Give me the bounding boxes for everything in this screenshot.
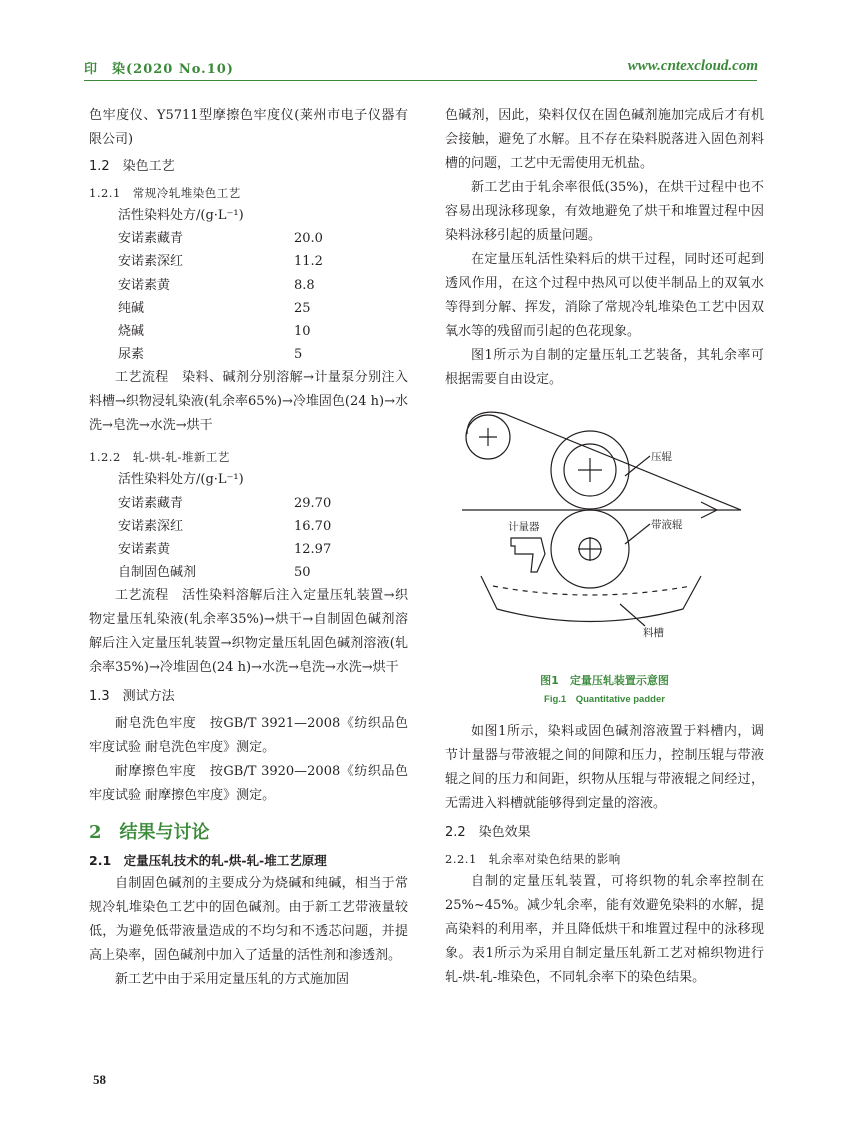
page-number: 58 (93, 1072, 106, 1087)
recipe-row (89, 515, 408, 538)
paragraph: 如图1所示，染料或固色碱剂溶液置于料槽内，调节计量器与带液辊之间的间隙和压力，控制压辊与带液辊之间的压力和间距，织物从压辊与带液辊之间经过，无需进入料槽就能够得到定量的溶液。 (445, 724, 764, 811)
label-meter: 计量器 (508, 521, 540, 533)
paragraph: 色牢度仪、Y5711型摩擦色牢度仪(莱州市电子仪器有限公司) (89, 108, 408, 147)
paragraph: 自制固色碱剂的主要成分为烧碱和纯碱，相当于常规冷轧堆染色工艺中的固色碱剂。由于新工艺带液量较低，为避免低带液量造成的不均匀和不透芯问题，并提高上染率，固色碱剂中加入了适量的活性剂和渗透剂。 (89, 876, 408, 964)
paragraph: 自制的定量压轧装置，可将织物的轧余率控制在25%~45%。减少轧余率，能有效避免染料的水解，提高染料的利用率，并且降低烘干和堆置过程中的泳移现象。表1所示为采用自制定量压轧新工艺对棉织物进行轧-烘-轧-堆染色，不同轧余率下的染色结果。 (445, 874, 764, 985)
paragraph: 耐摩擦色牢度 按GB/T 3920—2008《纺织品色牢度试验 耐摩擦色牢度》测定。 (89, 764, 408, 804)
recipe-row (89, 561, 408, 584)
paragraph: 色碱剂，因此，染料仅仅在固色碱剂施加完成后才有机会接触，避免了水解。且不存在染料脱落进入固色剂料槽的问题，工艺中无需使用无机盐。 (445, 108, 764, 171)
recipe-amount: 8.8 (294, 277, 315, 293)
recipe-amount: 25 (294, 300, 311, 316)
padder-diagram (445, 404, 764, 666)
figure-caption-cn: 图1 定量压轧装置示意图 (540, 674, 669, 687)
paragraph: 图1所示为自制的定量压轧工艺装备，其轧余率可根据需要自由设定。 (445, 348, 764, 387)
process-flow: 工艺流程 染料、碱剂分别溶解→计量泵分别注入料槽→织物浸轧染液(轧余率65%)→冷堆固色(24 h)→水洗→皂洗→水洗→烘干 (89, 370, 408, 434)
recipe-amount: 12.97 (294, 542, 332, 558)
recipe-row (89, 343, 408, 366)
paragraph: 新工艺中由于采用定量压轧的方式施加固 (115, 972, 350, 988)
chapter-heading: 2 结果与讨论 (89, 822, 210, 844)
recipe-row (89, 320, 408, 343)
recipe-row (89, 538, 408, 561)
recipe-ingredient: 安诺素深红 (118, 518, 184, 534)
recipe-amount: 5 (294, 347, 303, 363)
recipe-amount: 50 (294, 565, 311, 581)
journal-header: 印 染(2020 No.10) (84, 62, 234, 77)
paragraph: 耐皂洗色牢度 按GB/T 3921—2008《纺织品色牢度试验 耐皂洗色牢度》测定。 (89, 716, 408, 756)
paragraph: 在定量压轧活性染料后的烘干过程，同时还可起到透风作用，在这个过程中热风可以使半制品上的双氧水等得到分解、挥发，消除了常规冷轧堆染色工艺中因双氧水等的残留而引起的色花现象。 (445, 252, 764, 339)
label-trough: 料槽 (643, 627, 664, 639)
recipe-amount: 29.70 (294, 495, 332, 511)
subsection-heading: 1.2.1 常规冷轧堆染色工艺 (89, 186, 241, 200)
right-column (445, 104, 764, 990)
recipe-ingredient: 自制固色碱剂 (118, 565, 197, 581)
recipe-ingredient: 纯碱 (118, 300, 145, 316)
paragraph: 新工艺由于轧余率很低(35%)，在烘干过程中也不容易出现泳移现象，有效地避免了烘干和堆置过程中因染料泳移引起的质量问题。 (445, 180, 764, 243)
subsection-heading: 2.2.1 轧余率对染色结果的影响 (445, 852, 621, 866)
recipe-row (89, 297, 408, 320)
recipe-row (89, 227, 408, 250)
recipe-ingredient: 尿素 (118, 347, 145, 363)
section-heading: 2.2 染色效果 (445, 825, 531, 840)
recipe-row (89, 274, 408, 297)
section-heading: 1.2 染色工艺 (89, 159, 175, 174)
process-flow: 工艺流程 活性染料溶解后注入定量压轧装置→织物定量压轧染液(轧余率35%)→烘干→自制固色碱剂溶解后注入定量压轧装置→织物定量压轧固色碱剂溶液(轧余率35%)→冷堆固色(24 h)→水洗→皂洗→水洗→烘干 (89, 588, 408, 676)
recipe-ingredient: 安诺素黄 (118, 277, 171, 293)
recipe-ingredient: 安诺素藏青 (118, 495, 184, 511)
recipe-amount: 16.70 (294, 518, 332, 534)
recipe-ingredient: 安诺素深红 (118, 254, 184, 270)
recipe-amount: 20.0 (294, 231, 323, 247)
recipe-amount: 10 (294, 324, 311, 340)
figure-padder (445, 404, 764, 666)
label-liquor: 带液辊 (651, 519, 683, 531)
figure-caption-en: Fig.1 Quantitative padder (544, 694, 665, 705)
section-heading: 1.3 测试方法 (89, 689, 175, 705)
recipe-row (89, 492, 408, 515)
recipe-list (89, 227, 408, 366)
label-press: 压辊 (651, 451, 672, 463)
header-rule (84, 80, 757, 81)
recipe-title: 活性染料处方/(g·L⁻¹) (118, 208, 244, 223)
journal-url[interactable]: www.cntexcloud.com (627, 58, 758, 74)
recipe-ingredient: 安诺素黄 (118, 542, 171, 558)
recipe-amount: 11.2 (294, 254, 323, 270)
recipe-ingredient: 安诺素藏青 (118, 231, 184, 247)
subsection-heading: 1.2.2 轧-烘-轧-堆新工艺 (89, 450, 230, 465)
recipe-ingredient: 烧碱 (118, 324, 145, 340)
section-heading: 2.1 定量压轧技术的轧-烘-轧-堆工艺原理 (89, 853, 327, 869)
left-column (89, 104, 408, 992)
recipe-title: 活性染料处方/(g·L⁻¹) (118, 472, 244, 488)
recipe-list (89, 492, 408, 585)
recipe-row (89, 250, 408, 273)
